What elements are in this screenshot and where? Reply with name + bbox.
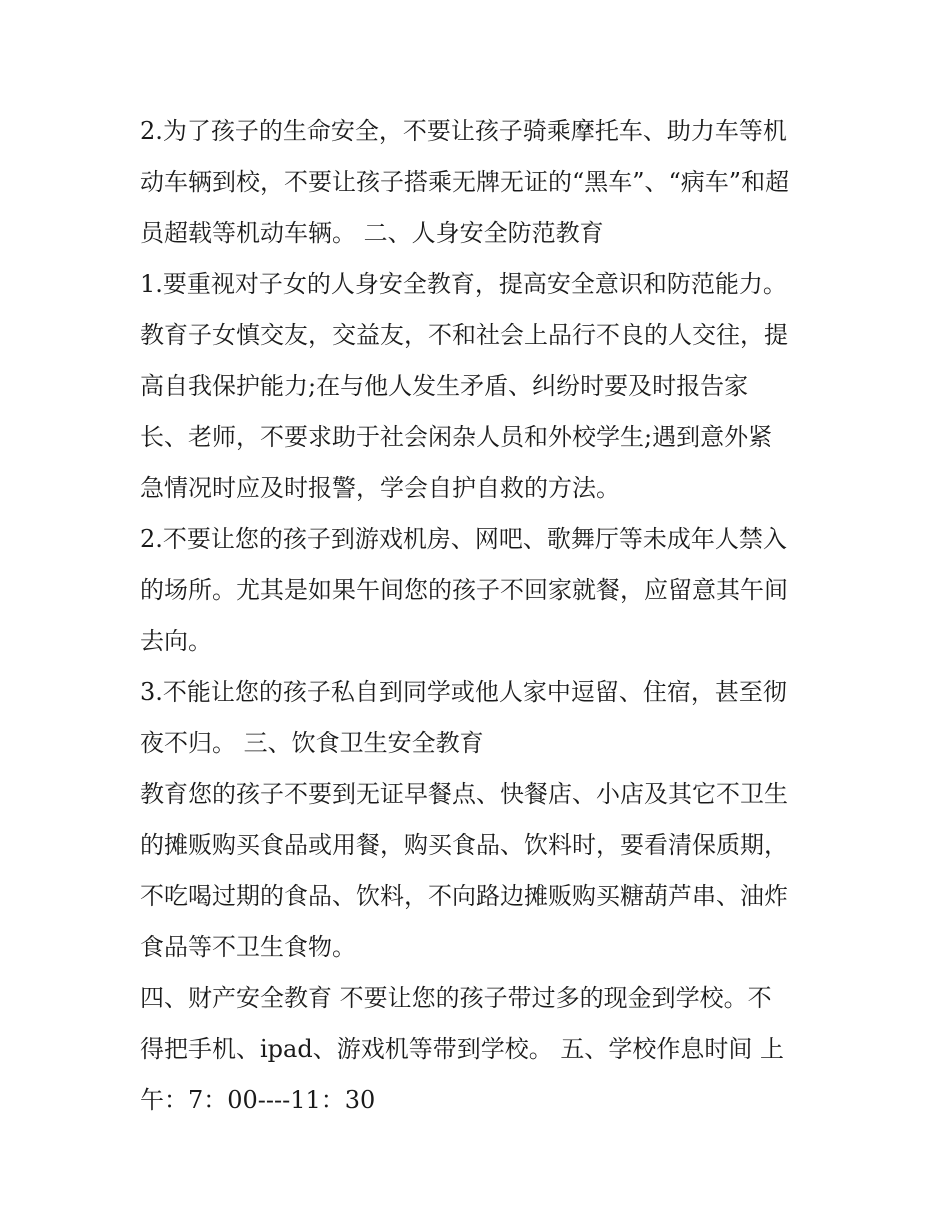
- text-line: 教育您的孩子不要到无证早餐点、快餐店、小店及其它不卫生: [140, 780, 788, 808]
- text-line: 教育子女慎交友，交益友，不和社会上品行不良的人交往，提: [140, 321, 788, 349]
- text-line: 急情况时应及时报警，学会自护自救的方法。: [140, 474, 620, 502]
- text-line: 得把手机、ipad、游戏机等带到学校。 五、学校作息时间 上: [140, 1035, 784, 1063]
- text-line: 高自我保护能力;在与他人发生矛盾、纠纷时要及时报告家: [140, 372, 749, 400]
- text-line: 员超载等机动车辆。 二、人身安全防范教育: [140, 219, 604, 247]
- text-line: 动车辆到校，不要让孩子搭乘无牌无证的“黑车”、“病车”和超: [140, 168, 790, 196]
- text-line: 2.不要让您的孩子到游戏机房、网吧、歌舞厅等未成年人禁入: [140, 525, 787, 553]
- text-line: 夜不归。 三、饮食卫生安全教育: [140, 729, 484, 757]
- text-line: 去向。: [140, 627, 212, 655]
- text-line: 的场所。尤其是如果午间您的孩子不回家就餐，应留意其午间: [140, 576, 788, 604]
- text-line: 四、财产安全教育 不要让您的孩子带过多的现金到学校。不: [140, 984, 772, 1012]
- text-line: 食品等不卫生食物。: [140, 933, 356, 961]
- text-line: 不吃喝过期的食品、饮料，不向路边摊贩购买糖葫芦串、油炸: [140, 882, 788, 910]
- document-body: [140, 106, 820, 1126]
- text-line: 1.要重视对子女的人身安全教育，提高安全意识和防范能力。: [140, 270, 787, 298]
- text-line: 长、老师，不要求助于社会闲杂人员和外校学生;遇到意外紧: [140, 423, 773, 451]
- text-line: 3.不能让您的孩子私自到同学或他人家中逗留、住宿，甚至彻: [140, 678, 787, 706]
- text-line: 2.为了孩子的生命安全，不要让孩子骑乘摩托车、助力车等机: [140, 117, 787, 145]
- text-line: 的摊贩购买食品或用餐，购买食品、饮料时，要看清保质期，: [140, 831, 788, 859]
- text-line: 午：7：00----11：30: [140, 1086, 376, 1114]
